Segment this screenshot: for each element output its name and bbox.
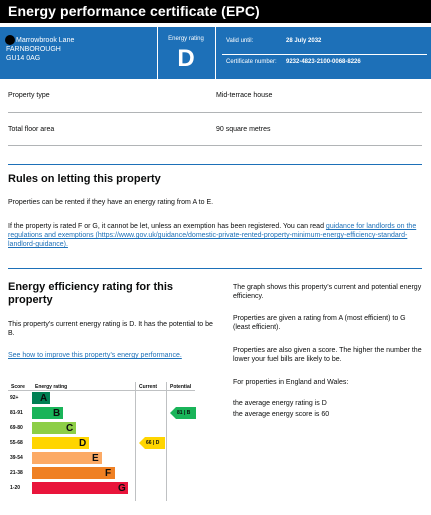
band-score-range: 55-68: [10, 440, 23, 446]
average-rating-text: the average energy rating is D: [233, 400, 327, 407]
letting-paragraph-2-text: If the property is rated F or G, it cannot be let, unless an exemption has been registered. You can read: [8, 223, 324, 230]
current-rating-text: This property’s current energy rating is D. It has the potential to be B.: [8, 321, 213, 337]
rating-band-g: [8, 482, 135, 494]
valid-until: [226, 38, 322, 44]
valid-until-value: 28 July 2032: [286, 38, 322, 44]
rating-range-text: Properties are given a rating from A (most efficient) to G (least efficient).: [233, 315, 406, 331]
divider: [8, 145, 422, 146]
band-letter: A: [40, 393, 48, 404]
energy-rating-label: Energy rating: [168, 36, 204, 42]
band-bar: [32, 467, 115, 479]
header-divider: [215, 27, 216, 79]
energy-rating-chart: [8, 382, 195, 501]
rating-band-d: [8, 437, 135, 449]
average-score-text: the average energy score is 60: [233, 411, 330, 418]
certificate-header: [0, 27, 431, 79]
band-score-range: 1-20: [10, 485, 21, 491]
band-score-range: 69-80: [10, 425, 23, 431]
section-divider: [8, 268, 422, 269]
band-score-range: 81-91: [10, 410, 23, 416]
address-postcode: GU14 0AG: [6, 55, 41, 62]
header-rule: [222, 54, 427, 55]
band-letter: C: [66, 423, 74, 434]
score-column-header: Score: [11, 384, 25, 390]
address-line2: FARNBOROUGH: [6, 46, 61, 53]
current-column-header: Current: [139, 384, 158, 390]
address-line1: Marrowbrook Lane: [16, 37, 75, 44]
potential-rating-arrow: [170, 407, 196, 419]
band-score-range: 39-54: [10, 455, 23, 461]
improve-performance-link[interactable]: See how to improve this property’s energy performance.: [8, 352, 182, 359]
letting-paragraph-2: [8, 222, 426, 249]
band-score-range: 92+: [10, 395, 19, 401]
energy-rating-column-header: Energy rating: [35, 384, 68, 390]
band-letter: D: [79, 438, 87, 449]
england-wales-text: For properties in England and Wales:: [233, 379, 349, 386]
landlord-guidance-link[interactable]: guidance for landlords on the regulations and exemptions (https://www.gov.uk/guidance/domestic-private-rented-property-minimum-energy-efficiency-standard-landlord-guidance).: [8, 223, 417, 248]
rating-band-b: [8, 407, 135, 419]
band-letter: E: [92, 453, 99, 464]
certificate-number-label: Certificate number:: [226, 59, 277, 65]
rating-band-c: [8, 422, 135, 434]
divider: [8, 112, 422, 113]
title-bar: [0, 0, 431, 23]
chart-column-divider: [166, 382, 167, 501]
floor-area-row: [8, 126, 422, 133]
potential-rating-arrow-label: 81 | B: [177, 410, 191, 416]
property-type-value: Mid-terrace house: [216, 92, 273, 99]
header-divider: [157, 27, 158, 79]
graph-explanation: The graph shows this property’s current and potential energy efficiency.: [233, 284, 422, 300]
letting-heading: Rules on letting this property: [8, 173, 161, 185]
section-divider: [8, 164, 422, 165]
property-type-label: Property type: [8, 92, 50, 99]
potential-column-header: Potential: [170, 384, 192, 390]
letting-paragraph-1: Properties can be rented if they have an energy rating from A to E.: [8, 199, 214, 206]
redaction-mark: [5, 35, 15, 45]
address-block: [6, 36, 74, 63]
rating-band-e: [8, 452, 135, 464]
band-letter: G: [118, 483, 126, 494]
current-rating-arrow-label: 66 | D: [146, 440, 160, 446]
certificate-number-value: 9232-4823-2100-0068-8226: [286, 59, 361, 65]
property-type-row: [8, 92, 422, 99]
rating-band-f: [8, 467, 135, 479]
page-title: Energy performance certificate (EPC): [8, 3, 260, 19]
efficiency-heading: Energy efficiency rating for this property: [8, 281, 174, 306]
floor-area-label: Total floor area: [8, 126, 55, 133]
valid-until-label: Valid until:: [226, 38, 254, 44]
floor-area-value: 90 square metres: [216, 126, 271, 133]
band-bar: [32, 482, 128, 494]
chart-column-divider: [135, 382, 136, 501]
band-letter: F: [105, 468, 112, 479]
certificate-number: [226, 59, 361, 65]
score-text: Properties are also given a score. The higher the number the lower your fuel bills are likely to be.: [233, 347, 422, 363]
energy-rating-letter: D: [177, 45, 195, 72]
rating-band-a: [8, 392, 135, 404]
band-letter: B: [53, 408, 61, 419]
current-rating-arrow: [139, 437, 165, 449]
band-score-range: 21-38: [10, 470, 23, 476]
